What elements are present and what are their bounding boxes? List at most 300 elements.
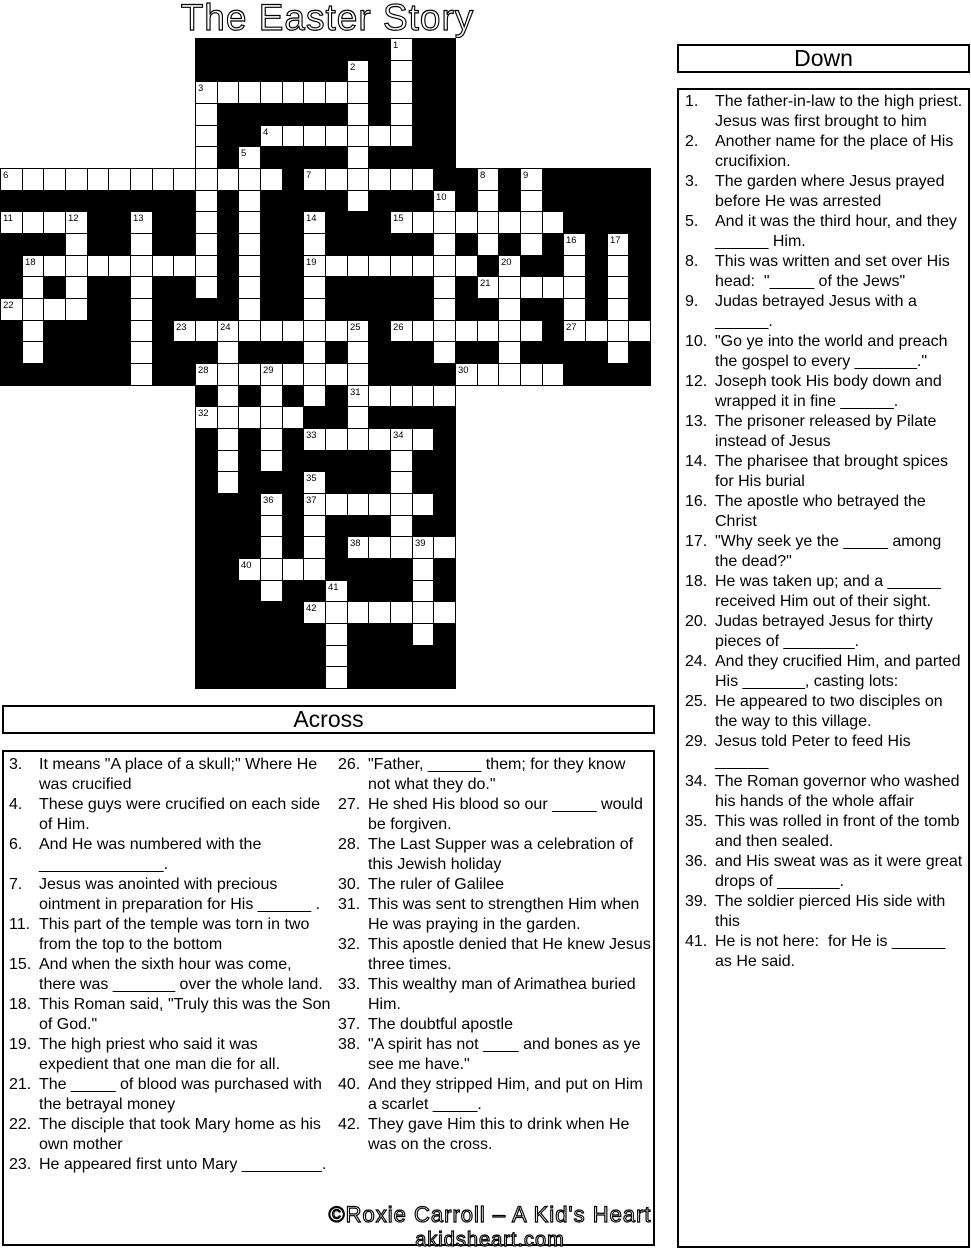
clue-item [685,692,963,732]
white-cell[interactable] [303,125,326,147]
white-cell[interactable] [260,558,283,581]
black-cell [238,125,261,147]
black-cell [325,515,348,537]
black-cell [347,298,369,321]
white-cell[interactable] [412,320,434,342]
white-cell[interactable] [43,255,66,277]
clue-number: 5. [685,213,699,230]
black-cell [368,60,391,82]
cell-number: 12 [68,213,79,224]
black-cell [347,233,369,256]
white-cell[interactable] [303,558,326,581]
white-cell[interactable] [325,645,348,667]
black-cell [260,211,283,234]
white-cell[interactable] [303,536,326,559]
black-cell [563,211,586,234]
white-cell[interactable] [477,363,499,386]
black-cell [433,38,456,61]
white-cell[interactable] [195,255,218,277]
black-cell [22,363,44,386]
black-cell [325,38,348,61]
white-cell[interactable] [390,103,413,126]
white-cell[interactable] [390,168,413,191]
black-cell [433,645,456,667]
black-cell [173,298,196,321]
white-cell[interactable] [498,341,521,364]
white-cell[interactable] [347,81,369,104]
black-cell [412,298,434,321]
white-cell[interactable] [65,168,88,191]
cell-number: 5 [241,148,247,159]
black-cell [542,320,564,342]
white-cell[interactable] [498,320,521,342]
cell-number: 4 [263,127,269,138]
clue-number: 28. [338,836,361,853]
white-cell[interactable] [282,363,304,386]
white-cell[interactable] [563,255,586,277]
black-cell [368,190,391,212]
white-cell[interactable] [347,341,369,364]
white-cell[interactable] [325,320,348,342]
black-cell [217,623,239,646]
white-cell[interactable] [477,211,499,234]
white-cell[interactable] [108,255,131,277]
black-cell [585,341,608,364]
black-cell [282,601,304,624]
white-cell[interactable] [325,623,348,646]
white-cell[interactable] [65,255,88,277]
white-cell[interactable] [325,255,348,277]
black-cell [195,38,218,61]
white-cell[interactable] [22,168,44,191]
white-cell[interactable] [195,190,218,212]
cell-number: 6 [3,170,9,181]
white-cell[interactable] [498,211,521,234]
white-cell[interactable] [368,385,391,407]
white-cell[interactable] [477,190,499,212]
white-cell[interactable] [43,298,66,321]
clue-number: 41. [685,933,708,950]
black-cell [217,580,239,602]
white-cell[interactable] [217,363,239,386]
white-cell[interactable] [325,666,348,689]
white-cell[interactable] [43,211,66,234]
white-cell[interactable] [433,233,456,256]
white-cell[interactable] [412,168,434,191]
black-cell [260,103,283,126]
white-cell[interactable] [325,125,348,147]
clue-text: He shed His blood so our _____ would be forgiven. [368,796,648,833]
white-cell[interactable] [455,320,478,342]
white-cell[interactable] [238,233,261,256]
clue-item [9,1035,331,1075]
white-cell[interactable] [238,406,261,429]
white-cell[interactable] [433,211,456,234]
black-cell [303,623,326,646]
white-cell[interactable] [390,471,413,494]
white-cell[interactable] [412,623,434,646]
white-cell[interactable] [22,341,44,364]
white-cell[interactable] [260,320,283,342]
white-cell[interactable] [260,168,283,191]
white-cell[interactable] [217,341,239,364]
white-cell[interactable] [217,471,239,494]
cell-number: 42 [306,603,317,614]
white-cell[interactable] [130,320,153,342]
white-cell[interactable] [22,320,44,342]
black-cell [390,146,413,169]
black-cell [607,211,629,234]
cell-number: 28 [198,365,209,376]
black-cell [282,450,304,472]
white-cell[interactable] [325,363,348,386]
black-cell [412,341,434,364]
white-cell[interactable] [173,255,196,277]
clue-number: 34. [685,773,708,790]
black-cell [195,298,218,321]
clue-text: He was taken up; and a ______ received Him out of their sight. [715,573,946,610]
clue-number: 40. [338,1076,361,1093]
white-cell[interactable] [195,233,218,256]
white-cell[interactable] [433,385,456,407]
white-cell[interactable] [347,406,369,429]
white-cell[interactable] [282,406,304,429]
white-cell[interactable] [347,493,369,516]
white-cell[interactable] [195,146,218,169]
black-cell [433,515,456,537]
black-cell [238,385,261,407]
white-cell[interactable] [368,493,391,516]
white-cell[interactable] [217,450,239,472]
white-cell[interactable] [195,103,218,126]
white-cell[interactable] [520,233,543,256]
white-cell[interactable] [108,168,131,191]
white-cell[interactable] [152,255,174,277]
cell-number: 18 [25,257,36,268]
black-cell [563,363,586,386]
white-cell[interactable] [260,385,283,407]
clue-number: 8. [685,253,699,270]
white-cell[interactable] [390,81,413,104]
white-cell[interactable] [130,233,153,256]
white-cell[interactable] [22,298,44,321]
white-cell[interactable] [195,125,218,147]
white-cell[interactable] [542,211,564,234]
white-cell[interactable] [260,428,283,451]
white-cell[interactable] [520,211,543,234]
black-cell [238,666,261,689]
white-cell[interactable] [607,255,629,277]
white-cell[interactable] [303,276,326,299]
black-cell [260,645,283,667]
white-cell[interactable] [368,428,391,451]
white-cell[interactable] [303,320,326,342]
white-cell[interactable] [412,211,434,234]
black-cell [347,211,369,234]
white-cell[interactable] [238,255,261,277]
cell-number: 26 [393,322,404,333]
white-cell[interactable] [563,298,586,321]
white-cell[interactable] [390,255,413,277]
white-cell[interactable] [303,363,326,386]
white-cell[interactable] [217,406,239,429]
white-cell[interactable] [303,298,326,321]
white-cell[interactable] [628,320,651,342]
white-cell[interactable] [607,298,629,321]
clue-text: Another name for the place of His crucifixion. [715,133,958,170]
black-cell [195,515,218,537]
white-cell[interactable] [303,233,326,256]
white-cell[interactable] [238,168,261,191]
white-cell[interactable] [520,320,543,342]
white-cell[interactable] [390,450,413,472]
white-cell[interactable] [260,536,283,559]
white-cell[interactable] [325,81,348,104]
white-cell[interactable] [347,146,369,169]
white-cell[interactable] [238,363,261,386]
white-cell[interactable] [368,168,391,191]
clue-text: Jesus told Peter to feed His ______ [715,733,916,770]
white-cell[interactable] [412,601,434,624]
white-cell[interactable] [477,233,499,256]
white-cell[interactable] [238,320,261,342]
cell-number: 3 [198,83,204,94]
white-cell[interactable] [260,515,283,537]
clue-number: 36. [685,853,708,870]
black-cell [217,38,239,61]
white-cell[interactable] [433,320,456,342]
white-cell[interactable] [130,341,153,364]
white-cell[interactable] [412,385,434,407]
white-cell[interactable] [412,558,434,581]
white-cell[interactable] [520,276,543,299]
white-cell[interactable] [390,385,413,407]
white-cell[interactable] [87,168,109,191]
white-cell[interactable] [238,298,261,321]
white-cell[interactable] [130,255,153,277]
black-cell [87,363,109,386]
white-cell[interactable] [607,276,629,299]
white-cell[interactable] [195,168,218,191]
white-cell[interactable] [498,298,521,321]
white-cell[interactable] [347,601,369,624]
clue-number: 23. [9,1156,32,1173]
black-cell [390,623,413,646]
white-cell[interactable] [65,298,88,321]
white-cell[interactable] [347,363,369,386]
clue-text: He appeared first unto Mary _________. [39,1156,327,1173]
white-cell[interactable] [325,428,348,451]
black-cell [368,580,391,602]
white-cell[interactable] [217,81,239,104]
white-cell[interactable] [498,363,521,386]
black-cell [585,233,608,256]
white-cell[interactable] [130,363,153,386]
white-cell[interactable] [390,60,413,82]
white-cell[interactable] [238,211,261,234]
clue-item [685,492,963,532]
white-cell[interactable] [433,341,456,364]
clue-number: 27. [338,796,361,813]
white-cell[interactable] [477,320,499,342]
white-cell[interactable] [368,601,391,624]
black-cell [282,60,304,82]
white-cell[interactable] [390,515,413,537]
white-cell[interactable] [563,276,586,299]
white-cell[interactable] [390,536,413,559]
white-cell[interactable] [43,168,66,191]
white-cell[interactable] [433,536,456,559]
clue-number: 19. [9,1036,32,1053]
white-cell[interactable] [130,298,153,321]
white-cell[interactable] [347,125,369,147]
white-cell[interactable] [433,601,456,624]
clue-number: 20. [685,613,708,630]
white-cell[interactable] [347,190,369,212]
white-cell[interactable] [433,255,456,277]
black-cell [455,341,478,364]
black-cell [260,233,283,256]
white-cell[interactable] [347,103,369,126]
white-cell[interactable] [390,601,413,624]
black-cell [412,276,434,299]
crossword-grid [0,38,652,690]
white-cell[interactable] [433,276,456,299]
white-cell[interactable] [282,125,304,147]
black-cell [433,60,456,82]
white-cell[interactable] [282,81,304,104]
white-cell[interactable] [217,428,239,451]
white-cell[interactable] [238,81,261,104]
black-cell [217,493,239,516]
black-cell [217,536,239,559]
black-cell [0,255,23,277]
white-cell[interactable] [325,168,348,191]
white-cell[interactable] [260,580,283,602]
white-cell[interactable] [87,255,109,277]
black-cell [412,190,434,212]
white-cell[interactable] [347,255,369,277]
white-cell[interactable] [22,211,44,234]
white-cell[interactable] [217,385,239,407]
white-cell[interactable] [303,81,326,104]
white-cell[interactable] [412,493,434,516]
white-cell[interactable] [130,168,153,191]
white-cell[interactable] [195,211,218,234]
black-cell [628,255,651,277]
white-cell[interactable] [260,406,283,429]
white-cell[interactable] [217,168,239,191]
white-cell[interactable] [585,320,608,342]
clue-item [685,932,963,972]
black-cell [368,103,391,126]
clue-number: 2. [685,133,699,150]
black-cell [108,211,131,234]
clue-item [685,812,963,852]
black-cell [585,363,608,386]
black-cell [195,341,218,364]
white-cell[interactable] [325,493,348,516]
white-cell[interactable] [238,190,261,212]
white-cell[interactable] [368,255,391,277]
black-cell [455,168,478,191]
white-cell[interactable] [520,190,543,212]
cell-number: 10 [436,192,447,203]
white-cell[interactable] [542,276,564,299]
clue-number: 17. [685,533,708,550]
black-cell [412,363,434,386]
white-cell[interactable] [303,515,326,537]
white-cell[interactable] [433,298,456,321]
cell-number: 13 [133,213,144,224]
black-cell [87,190,109,212]
clue-number: 13. [685,413,708,430]
cell-number: 37 [306,495,317,506]
white-cell[interactable] [368,536,391,559]
white-cell[interactable] [238,276,261,299]
white-cell[interactable] [390,493,413,516]
white-cell[interactable] [390,125,413,147]
white-cell[interactable] [303,385,326,407]
white-cell[interactable] [22,276,44,299]
clue-item [685,212,963,252]
white-cell[interactable] [455,211,478,234]
white-cell[interactable] [607,320,629,342]
white-cell[interactable] [195,276,218,299]
clue-number: 22. [9,1116,32,1133]
white-cell[interactable] [195,320,218,342]
white-cell[interactable] [282,320,304,342]
black-cell [282,515,304,537]
white-cell[interactable] [130,276,153,299]
clue-number: 18. [685,573,708,590]
white-cell[interactable] [282,558,304,581]
white-cell[interactable] [325,601,348,624]
white-cell[interactable] [65,276,88,299]
white-cell[interactable] [303,341,326,364]
white-cell[interactable] [498,276,521,299]
white-cell[interactable] [607,341,629,364]
black-cell [563,341,586,364]
clue-number: 38. [338,1036,361,1053]
white-cell[interactable] [173,168,196,191]
white-cell[interactable] [368,125,391,147]
black-cell [152,341,174,364]
clue-text: And when the sixth hour was come, there was _______ over the whole land. [39,956,323,993]
white-cell[interactable] [347,428,369,451]
white-cell[interactable] [520,363,543,386]
black-cell [173,190,196,212]
white-cell[interactable] [65,233,88,256]
white-cell[interactable] [412,255,434,277]
clue-text: and His sweat was as it were great drops of _______. [715,853,967,890]
black-cell [368,450,391,472]
clue-text: It means "A place of a skull;" Where He was crucified [39,756,322,793]
black-cell [368,645,391,667]
white-cell[interactable] [260,81,283,104]
white-cell[interactable] [455,255,478,277]
white-cell[interactable] [542,363,564,386]
clue-text: "Go ye into the world and preach the gospel to every _______." [715,333,952,370]
black-cell [628,276,651,299]
black-cell [260,601,283,624]
white-cell[interactable] [347,168,369,191]
white-cell[interactable] [152,168,174,191]
white-cell[interactable] [260,450,283,472]
black-cell [368,298,391,321]
white-cell[interactable] [412,580,434,602]
white-cell[interactable] [412,428,434,451]
